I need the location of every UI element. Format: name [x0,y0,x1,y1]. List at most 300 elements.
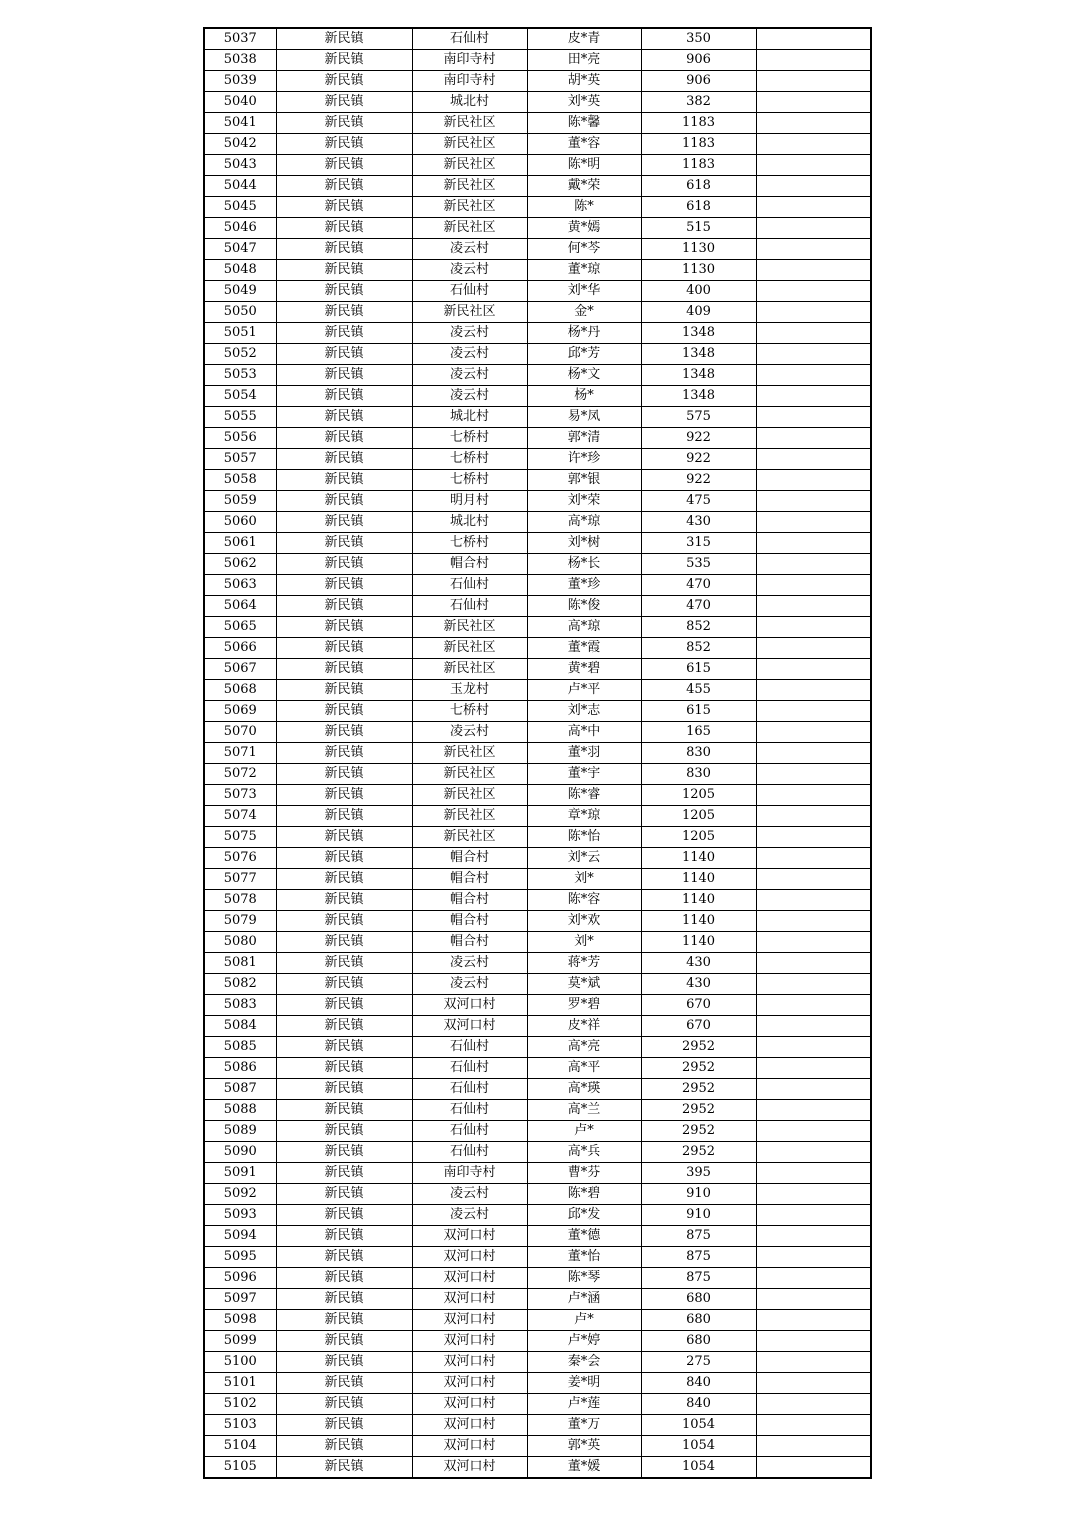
note-cell [756,134,871,155]
amount-cell: 615 [641,659,756,680]
name-cell: 刘* [527,932,641,953]
town-cell: 新民镇 [276,1100,412,1121]
name-cell: 刘*华 [527,281,641,302]
table-row [204,470,871,491]
note-cell [756,365,871,386]
row-number-cell: 5059 [204,491,276,512]
name-cell: 陈*睿 [527,785,641,806]
amount-cell: 515 [641,218,756,239]
name-cell: 黄*嫣 [527,218,641,239]
town-cell: 新民镇 [276,218,412,239]
name-cell: 皮*祥 [527,1016,641,1037]
village-cell: 城北村 [412,92,527,113]
name-cell: 陈*俊 [527,596,641,617]
town-cell: 新民镇 [276,533,412,554]
village-cell: 石仙村 [412,1100,527,1121]
row-number-cell: 5041 [204,113,276,134]
name-cell: 董*德 [527,1226,641,1247]
row-number-cell: 5069 [204,701,276,722]
town-cell: 新民镇 [276,449,412,470]
table-row [204,1394,871,1415]
name-cell: 刘*荣 [527,491,641,512]
name-cell: 郭*银 [527,470,641,491]
village-cell: 石仙村 [412,1142,527,1163]
table-row [204,1331,871,1352]
row-number-cell: 5056 [204,428,276,449]
name-cell: 陈*怡 [527,827,641,848]
village-cell: 新民社区 [412,176,527,197]
note-cell [756,323,871,344]
amount-cell: 2952 [641,1100,756,1121]
amount-cell: 1140 [641,869,756,890]
village-cell: 新民社区 [412,302,527,323]
table-row [204,533,871,554]
table-row [204,680,871,701]
town-cell: 新民镇 [276,1394,412,1415]
note-cell [756,1436,871,1457]
table-row [204,407,871,428]
table-row [204,134,871,155]
row-number-cell: 5085 [204,1037,276,1058]
note-cell [756,911,871,932]
row-number-cell: 5083 [204,995,276,1016]
note-cell [756,890,871,911]
village-cell: 凌云村 [412,239,527,260]
town-cell: 新民镇 [276,848,412,869]
row-number-cell: 5104 [204,1436,276,1457]
amount-cell: 618 [641,197,756,218]
village-cell: 新民社区 [412,638,527,659]
table-row [204,1016,871,1037]
amount-cell: 470 [641,596,756,617]
note-cell [756,50,871,71]
note-cell [756,1016,871,1037]
name-cell: 陈*容 [527,890,641,911]
village-cell: 七桥村 [412,428,527,449]
note-cell [756,197,871,218]
row-number-cell: 5074 [204,806,276,827]
note-cell [756,470,871,491]
table-row [204,953,871,974]
table-row [204,575,871,596]
name-cell: 高*瑛 [527,1079,641,1100]
town-cell: 新民镇 [276,470,412,491]
town-cell: 新民镇 [276,932,412,953]
row-number-cell: 5101 [204,1373,276,1394]
town-cell: 新民镇 [276,134,412,155]
village-cell: 新民社区 [412,617,527,638]
name-cell: 高*平 [527,1058,641,1079]
village-cell: 凌云村 [412,1184,527,1205]
table-row [204,197,871,218]
village-cell: 新民社区 [412,827,527,848]
name-cell: 董*珍 [527,575,641,596]
row-number-cell: 5099 [204,1331,276,1352]
table-row [204,1121,871,1142]
amount-cell: 470 [641,575,756,596]
table-row [204,1457,871,1479]
roster-table-body [204,28,871,1478]
roster-table [203,27,872,1479]
row-number-cell: 5102 [204,1394,276,1415]
town-cell: 新民镇 [276,71,412,92]
row-number-cell: 5077 [204,869,276,890]
name-cell: 郭*清 [527,428,641,449]
amount-cell: 875 [641,1268,756,1289]
table-row [204,806,871,827]
village-cell: 新民社区 [412,764,527,785]
row-number-cell: 5071 [204,743,276,764]
name-cell: 田*亮 [527,50,641,71]
row-number-cell: 5051 [204,323,276,344]
village-cell: 凌云村 [412,344,527,365]
amount-cell: 2952 [641,1037,756,1058]
amount-cell: 840 [641,1394,756,1415]
village-cell: 双河口村 [412,1436,527,1457]
village-cell: 石仙村 [412,28,527,50]
row-number-cell: 5062 [204,554,276,575]
name-cell: 高*亮 [527,1037,641,1058]
note-cell [756,638,871,659]
name-cell: 金* [527,302,641,323]
village-cell: 凌云村 [412,974,527,995]
town-cell: 新民镇 [276,302,412,323]
village-cell: 七桥村 [412,533,527,554]
town-cell: 新民镇 [276,344,412,365]
town-cell: 新民镇 [276,50,412,71]
row-number-cell: 5065 [204,617,276,638]
table-row [204,701,871,722]
town-cell: 新民镇 [276,323,412,344]
row-number-cell: 5038 [204,50,276,71]
name-cell: 陈*碧 [527,1184,641,1205]
row-number-cell: 5057 [204,449,276,470]
row-number-cell: 5105 [204,1457,276,1479]
village-cell: 新民社区 [412,659,527,680]
note-cell [756,806,871,827]
name-cell: 杨* [527,386,641,407]
name-cell: 董*宇 [527,764,641,785]
village-cell: 七桥村 [412,701,527,722]
amount-cell: 1348 [641,365,756,386]
village-cell: 帽合村 [412,869,527,890]
name-cell: 章*琼 [527,806,641,827]
name-cell: 陈*明 [527,155,641,176]
amount-cell: 1183 [641,113,756,134]
row-number-cell: 5058 [204,470,276,491]
table-row [204,869,871,890]
village-cell: 双河口村 [412,1289,527,1310]
village-cell: 凌云村 [412,365,527,386]
amount-cell: 395 [641,1163,756,1184]
village-cell: 帽合村 [412,911,527,932]
amount-cell: 830 [641,764,756,785]
name-cell: 董*霞 [527,638,641,659]
note-cell [756,176,871,197]
name-cell: 董*怡 [527,1247,641,1268]
amount-cell: 2952 [641,1058,756,1079]
amount-cell: 275 [641,1352,756,1373]
table-row [204,449,871,470]
name-cell: 卢* [527,1121,641,1142]
table-row [204,722,871,743]
village-cell: 南印寺村 [412,50,527,71]
amount-cell: 1205 [641,785,756,806]
name-cell: 邱*芳 [527,344,641,365]
name-cell: 刘*英 [527,92,641,113]
row-number-cell: 5044 [204,176,276,197]
table-row [204,260,871,281]
village-cell: 城北村 [412,512,527,533]
row-number-cell: 5079 [204,911,276,932]
town-cell: 新民镇 [276,281,412,302]
note-cell [756,1331,871,1352]
amount-cell: 1130 [641,260,756,281]
note-cell [756,218,871,239]
town-cell: 新民镇 [276,428,412,449]
amount-cell: 670 [641,1016,756,1037]
row-number-cell: 5092 [204,1184,276,1205]
table-row [204,974,871,995]
name-cell: 何*芩 [527,239,641,260]
note-cell [756,596,871,617]
amount-cell: 409 [641,302,756,323]
name-cell: 邱*发 [527,1205,641,1226]
town-cell: 新民镇 [276,113,412,134]
town-cell: 新民镇 [276,995,412,1016]
town-cell: 新民镇 [276,512,412,533]
name-cell: 陈* [527,197,641,218]
name-cell: 胡*英 [527,71,641,92]
village-cell: 石仙村 [412,1121,527,1142]
row-number-cell: 5087 [204,1079,276,1100]
village-cell: 新民社区 [412,113,527,134]
table-row [204,113,871,134]
amount-cell: 315 [641,533,756,554]
town-cell: 新民镇 [276,575,412,596]
row-number-cell: 5061 [204,533,276,554]
amount-cell: 430 [641,953,756,974]
note-cell [756,428,871,449]
village-cell: 凌云村 [412,1205,527,1226]
village-cell: 石仙村 [412,575,527,596]
table-row [204,323,871,344]
name-cell: 刘*树 [527,533,641,554]
amount-cell: 910 [641,1184,756,1205]
town-cell: 新民镇 [276,1142,412,1163]
village-cell: 七桥村 [412,449,527,470]
name-cell: 易*凤 [527,407,641,428]
table-row [204,1163,871,1184]
town-cell: 新民镇 [276,680,412,701]
table-row [204,50,871,71]
name-cell: 姜*明 [527,1373,641,1394]
amount-cell: 400 [641,281,756,302]
note-cell [756,1079,871,1100]
town-cell: 新民镇 [276,1163,412,1184]
table-row [204,1373,871,1394]
town-cell: 新民镇 [276,953,412,974]
village-cell: 明月村 [412,491,527,512]
row-number-cell: 5060 [204,512,276,533]
note-cell [756,491,871,512]
note-cell [756,743,871,764]
table-row [204,1226,871,1247]
row-number-cell: 5098 [204,1310,276,1331]
village-cell: 双河口村 [412,995,527,1016]
row-number-cell: 5053 [204,365,276,386]
town-cell: 新民镇 [276,764,412,785]
town-cell: 新民镇 [276,722,412,743]
town-cell: 新民镇 [276,974,412,995]
town-cell: 新民镇 [276,365,412,386]
amount-cell: 1183 [641,155,756,176]
row-number-cell: 5046 [204,218,276,239]
amount-cell: 680 [641,1331,756,1352]
village-cell: 双河口村 [412,1310,527,1331]
name-cell: 董*羽 [527,743,641,764]
town-cell: 新民镇 [276,1457,412,1479]
village-cell: 帽合村 [412,932,527,953]
note-cell [756,995,871,1016]
name-cell: 卢*婷 [527,1331,641,1352]
amount-cell: 2952 [641,1142,756,1163]
note-cell [756,1268,871,1289]
village-cell: 凌云村 [412,323,527,344]
amount-cell: 1054 [641,1436,756,1457]
village-cell: 石仙村 [412,1037,527,1058]
name-cell: 高*中 [527,722,641,743]
amount-cell: 906 [641,50,756,71]
name-cell: 卢*平 [527,680,641,701]
table-row [204,344,871,365]
village-cell: 城北村 [412,407,527,428]
amount-cell: 906 [641,71,756,92]
village-cell: 新民社区 [412,134,527,155]
town-cell: 新民镇 [276,911,412,932]
town-cell: 新民镇 [276,1436,412,1457]
row-number-cell: 5055 [204,407,276,428]
amount-cell: 350 [641,28,756,50]
name-cell: 董*琼 [527,260,641,281]
table-row [204,932,871,953]
row-number-cell: 5066 [204,638,276,659]
table-row [204,1415,871,1436]
table-row [204,281,871,302]
row-number-cell: 5095 [204,1247,276,1268]
table-row [204,28,871,50]
village-cell: 双河口村 [412,1415,527,1436]
town-cell: 新民镇 [276,239,412,260]
name-cell: 卢* [527,1310,641,1331]
note-cell [756,260,871,281]
table-row [204,1247,871,1268]
table-row [204,785,871,806]
town-cell: 新民镇 [276,176,412,197]
row-number-cell: 5090 [204,1142,276,1163]
note-cell [756,1184,871,1205]
amount-cell: 1054 [641,1415,756,1436]
name-cell: 刘*志 [527,701,641,722]
village-cell: 南印寺村 [412,71,527,92]
note-cell [756,764,871,785]
note-cell [756,302,871,323]
amount-cell: 575 [641,407,756,428]
name-cell: 陈*馨 [527,113,641,134]
row-number-cell: 5043 [204,155,276,176]
note-cell [756,1142,871,1163]
town-cell: 新民镇 [276,1226,412,1247]
note-cell [756,1100,871,1121]
table-row [204,71,871,92]
row-number-cell: 5100 [204,1352,276,1373]
village-cell: 帽合村 [412,554,527,575]
name-cell: 曹*芬 [527,1163,641,1184]
town-cell: 新民镇 [276,1289,412,1310]
amount-cell: 382 [641,92,756,113]
table-row [204,638,871,659]
village-cell: 新民社区 [412,743,527,764]
amount-cell: 840 [641,1373,756,1394]
note-cell [756,1394,871,1415]
village-cell: 石仙村 [412,281,527,302]
name-cell: 秦*会 [527,1352,641,1373]
note-cell [756,1415,871,1436]
amount-cell: 475 [641,491,756,512]
town-cell: 新民镇 [276,1247,412,1268]
row-number-cell: 5068 [204,680,276,701]
name-cell: 莫*斌 [527,974,641,995]
table-row [204,302,871,323]
note-cell [756,701,871,722]
amount-cell: 1348 [641,344,756,365]
name-cell: 许*珍 [527,449,641,470]
note-cell [756,1289,871,1310]
amount-cell: 1183 [641,134,756,155]
table-row [204,848,871,869]
town-cell: 新民镇 [276,491,412,512]
amount-cell: 830 [641,743,756,764]
note-cell [756,407,871,428]
row-number-cell: 5067 [204,659,276,680]
amount-cell: 430 [641,512,756,533]
table-row [204,218,871,239]
table-row [204,617,871,638]
village-cell: 玉龙村 [412,680,527,701]
village-cell: 新民社区 [412,197,527,218]
village-cell: 新民社区 [412,218,527,239]
amount-cell: 1140 [641,932,756,953]
table-row [204,554,871,575]
table-row [204,1289,871,1310]
row-number-cell: 5080 [204,932,276,953]
name-cell: 蒋*芳 [527,953,641,974]
table-row [204,827,871,848]
row-number-cell: 5054 [204,386,276,407]
town-cell: 新民镇 [276,1352,412,1373]
note-cell [756,155,871,176]
town-cell: 新民镇 [276,1268,412,1289]
amount-cell: 2952 [641,1121,756,1142]
town-cell: 新民镇 [276,197,412,218]
town-cell: 新民镇 [276,1373,412,1394]
village-cell: 双河口村 [412,1268,527,1289]
amount-cell: 680 [641,1289,756,1310]
village-cell: 双河口村 [412,1394,527,1415]
table-row [204,491,871,512]
table-row [204,911,871,932]
row-number-cell: 5064 [204,596,276,617]
